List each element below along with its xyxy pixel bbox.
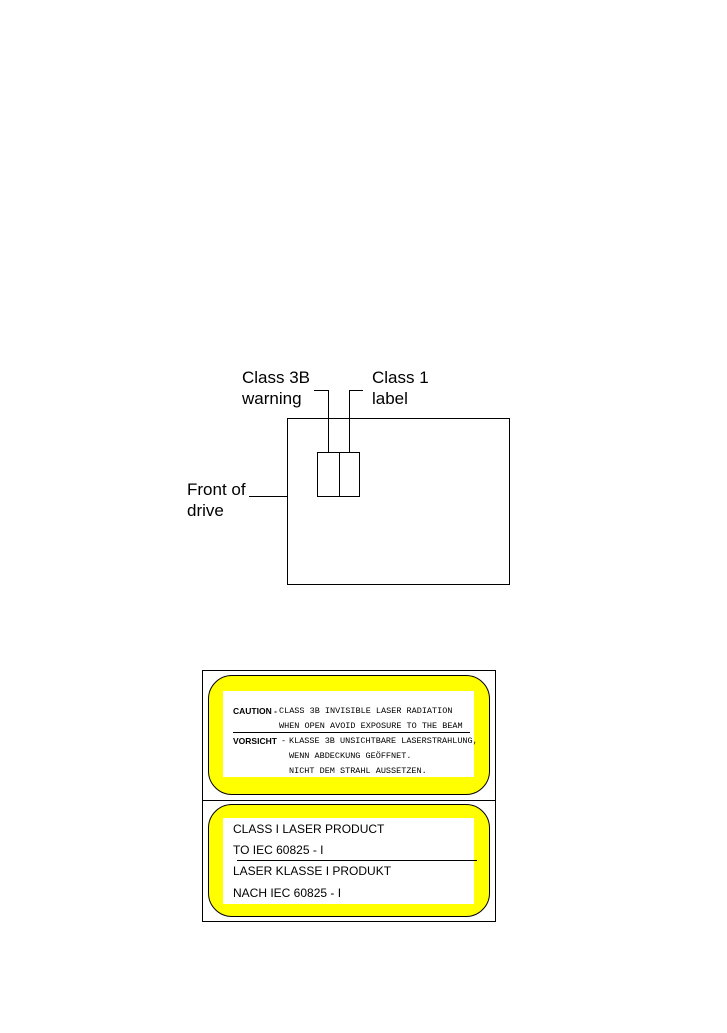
class1-line1: CLASS I LASER PRODUCT: [233, 822, 385, 836]
callout-front-line2: drive: [187, 501, 224, 520]
leader-class3b-horizontal: [314, 390, 328, 391]
vorsicht-line3: NICHT DEM STRAHL AUSSETZEN.: [289, 766, 427, 776]
vorsicht-key: VORSICHT: [233, 736, 277, 746]
callout-class3b-line1: Class 3B: [242, 368, 311, 387]
callout-class3b: [242, 367, 310, 409]
label-location-divider: [339, 453, 340, 496]
class1-line3: LASER KLASSE I PRODUKT: [233, 864, 392, 878]
caution-label-body: [223, 691, 478, 777]
leader-class1-horizontal: [349, 390, 363, 391]
callout-class1-line1: Class 1: [372, 368, 429, 387]
callout-front: [187, 479, 246, 521]
class1-label-panel: [202, 800, 496, 922]
caution-key: CAUTION -: [233, 706, 277, 716]
caution-line1: CLASS 3B INVISIBLE LASER RADIATION: [279, 706, 453, 716]
class1-label-yellow-border: [208, 804, 490, 917]
caution-label-yellow-border: [208, 675, 490, 795]
vorsicht-line1: KLASSE 3B UNSICHTBARE LASERSTRAHLUNG,: [289, 736, 478, 746]
caution-line2: WHEN OPEN AVOID EXPOSURE TO THE BEAM: [279, 721, 463, 731]
callout-class1: [372, 367, 429, 409]
class1-line2: TO IEC 60825 - I: [233, 843, 324, 857]
label-location-box: [317, 452, 360, 497]
leader-front: [249, 496, 287, 497]
caution-divider: [233, 732, 470, 733]
callout-class3b-line2: warning: [242, 389, 302, 408]
drive-outline: [287, 418, 510, 585]
callout-class1-line2: label: [372, 389, 408, 408]
caution-label-panel: [202, 670, 496, 801]
class1-label-body: [223, 818, 474, 904]
callout-front-line1: Front of: [187, 480, 246, 499]
class1-line4: NACH IEC 60825 - I: [233, 886, 342, 900]
vorsicht-dash: -: [281, 736, 287, 746]
vorsicht-line2: WENN ABDECKUNG GEÖFFNET.: [289, 751, 412, 761]
class1-divider: [237, 860, 477, 861]
